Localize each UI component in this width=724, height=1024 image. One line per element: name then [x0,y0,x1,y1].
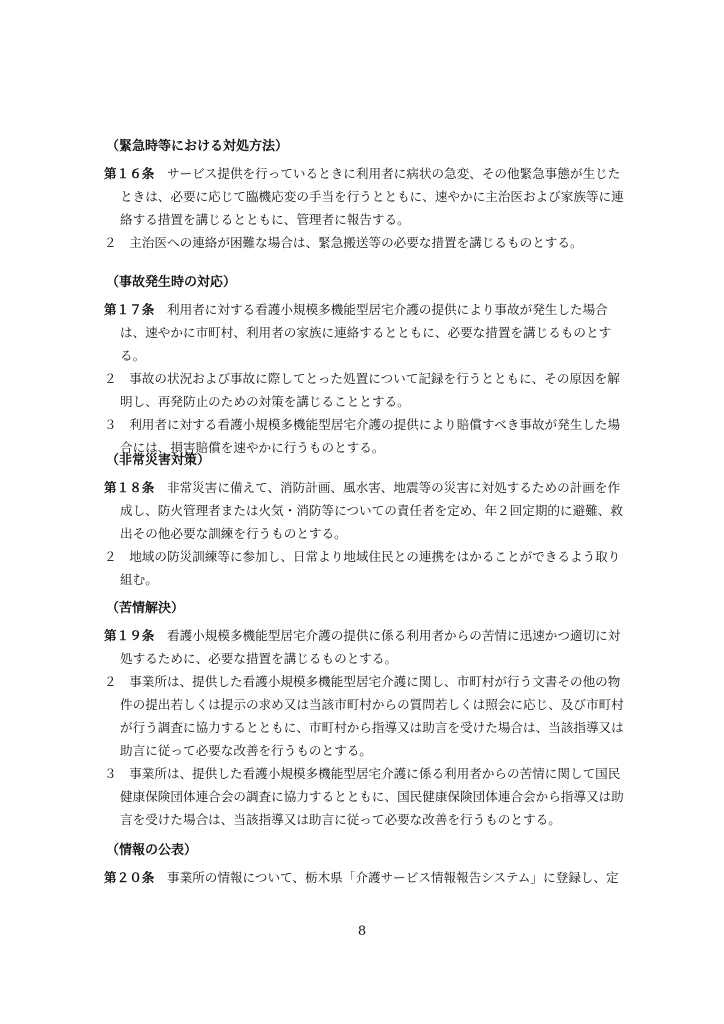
article-text: 利用者に対する看護小規模多機能型居宅介護の提供により事故が発生した場合は、速やかに市町村、利用者の家族に連絡するとともに、必要な措置を講じるものとする。 [120,302,612,363]
section-heading: （事故発生時の対応） [106,275,237,290]
section-heading: （緊急時等における対処方法） [106,139,289,154]
item-text: 事故の状況および事故に際してとった処置について記録を行うとともに、その原因を解明し、再発防止のための対策を講じることとする。 [116,371,620,409]
item-paragraph [104,545,624,591]
section-heading: （非常災害対策） [106,453,211,468]
item-number: ３ [104,417,117,432]
section-heading: （情報の公表） [106,843,198,858]
section-disclosure [104,840,624,889]
item-number: ２ [104,674,117,689]
item-paragraph [104,670,624,762]
item-number: ３ [104,766,117,781]
item-text: 事業所は、提供した看護小規模多機能型居宅介護に係る利用者からの苦情に関して国民健康保険団体連合会の調査に協力するとともに、国民健康保険団体連合会から指導又は助言を受けた場合は、当該指導又は助言に従って必要な改善を行うものとする。 [116,766,624,827]
section-disaster [104,450,624,591]
item-paragraph [104,367,624,413]
item-text: 主治医への連絡が困難な場合は、緊急搬送等の必要な措置を講じるものとする。 [116,235,583,250]
article-text: サービス提供を行っているときに利用者に病状の急変、その他緊急事態が生じたときは、必要に応じて臨機応変の手当を行うとともに、速やかに主治医および家族等に連絡する措置を講じるとともに、管理者に報告する。 [120,166,624,227]
section-complaints [104,598,624,831]
item-text: 地域の防災訓練等に参加し、日常より地域住民との連携をはかることができるよう取り組む。 [116,549,621,587]
item-text: 事業所は、提供した看護小規模多機能型居宅介護に関し、市町村が行う文書その他の物件の提出若しくは提示の求め又は当該市町村からの質問若しくは照会に応じ、及び市町村が行う調査に協力するとともに、市町村から指導又は助言を受けた場合は、当該指導又は助言に従って必要な改善を行うものとする。 [116,674,624,758]
item-number: ２ [104,549,117,564]
article-number: 第２０条 [104,870,155,885]
article-number: 第１７条 [104,302,155,317]
article-number: 第１９条 [104,628,155,643]
article-text: 事業所の情報について、栃木県「介護サービス情報報告システム」に登録し、定 [154,870,619,885]
item-number: ２ [104,371,117,386]
article-number: 第１８条 [104,480,155,495]
page-number: 8 [357,924,367,939]
article-paragraph [104,162,624,231]
article-text: 看護小規模多機能型居宅介護の提供に係る利用者からの苦情に迅速かつ適切に対処するために、必要な措置を講じるものとする。 [120,628,621,666]
article-number: 第１６条 [104,166,155,181]
section-accident [104,272,624,459]
item-text: 利用者に対する看護小規模多機能型居宅介護の提供により賠償すべき事故が発生した場合には、損害賠償を速やかに行うものとする。 [116,417,621,455]
article-paragraph [104,866,624,889]
section-emergency [104,136,624,254]
section-heading: （苦情解決） [106,601,185,616]
item-number: ２ [104,235,117,250]
article-paragraph [104,476,624,545]
item-paragraph [104,762,624,831]
item-paragraph [104,231,624,254]
article-paragraph [104,624,624,670]
article-text: 非常災害に備えて、消防計画、風水害、地震等の災害に対処するための計画を作成し、防火管理者または火気・消防等についての責任者を定め、年２回定期的に避難、救出その他必要な訓練を行うものとする。 [120,480,623,541]
article-paragraph [104,298,624,367]
